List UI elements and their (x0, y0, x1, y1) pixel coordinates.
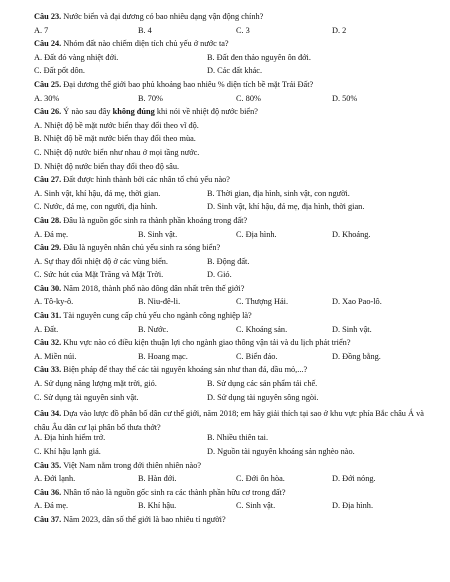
answer-option[interactable]: C. Sinh vật. (236, 501, 276, 511)
answer-row (34, 502, 430, 516)
question-number: Câu 34. (34, 409, 64, 419)
question-text (63, 107, 258, 116)
answer-option[interactable]: B. Nhiệt độ bề mặt nước biển thay đổi theo mùa. (34, 134, 196, 144)
question-text: Năm 2023, dân số thế giới là bao nhiêu tỉ người? (63, 514, 226, 524)
question-stem (34, 40, 430, 54)
answer-row (34, 271, 430, 285)
answer-option[interactable]: D. Xao Pao-lô. (332, 297, 382, 307)
answer-option[interactable]: B. Sinh vật. (138, 229, 178, 239)
question-text: Đâu là nguyên nhân chủ yếu sinh ra sóng biển? (63, 243, 221, 253)
answer-option[interactable]: C. Đới ôn hòa. (236, 474, 285, 484)
question-number: Câu 28. (34, 215, 64, 225)
answer-option[interactable]: A. Đá mẹ. (34, 501, 69, 511)
answer-row (34, 258, 430, 272)
question-stem (34, 13, 430, 27)
answer-option[interactable]: A. Nhiệt độ bề mặt nước biển thay đổi theo vĩ độ. (34, 120, 199, 130)
answer-option[interactable]: C. Sử dụng tài nguyên sinh vật. (34, 392, 139, 402)
answer-option[interactable]: C. Biển đảo. (236, 351, 278, 361)
question-number: Câu 29. (34, 243, 64, 253)
question-text: Dựa vào lược đồ phân bố dân cư thế giới, năm 2018; em hãy giải thích tại sao ở khu vực phía Bắc châu Á và châu Âu dân cư lại phân bố thưa thớt? (34, 409, 424, 432)
answer-row (34, 434, 430, 448)
answer-row (34, 394, 430, 408)
answer-option[interactable]: A. Đới lạnh. (34, 474, 76, 484)
question-number: Câu 32. (34, 338, 64, 348)
answer-row (34, 298, 430, 312)
answer-option[interactable]: B. Động đất. (207, 256, 250, 266)
answer-option[interactable]: B. Niu-đê-li. (138, 297, 181, 307)
answer-option[interactable]: D. Đới nóng. (332, 474, 376, 484)
question-stem (34, 244, 430, 258)
answer-option[interactable]: D. 50% (332, 93, 358, 103)
answer-option[interactable]: B. Nước. (138, 324, 169, 334)
question-text: Tài nguyên cung cấp chủ yếu cho ngành công nghiệp là? (63, 311, 252, 321)
answer-option[interactable]: A. 7 (34, 25, 49, 35)
answer-row (34, 67, 430, 81)
answer-option[interactable]: A. Đất. (34, 324, 59, 334)
answer-row (34, 231, 430, 245)
question-stem (34, 516, 430, 530)
answer-option[interactable]: C. Nhiệt độ nước biển như nhau ở mọi tầng nước. (34, 147, 200, 157)
answer-option[interactable]: A. Sự thay đổi nhiệt độ ở các vùng biển. (34, 256, 169, 266)
question-number: Câu 37. (34, 514, 64, 524)
question-number: Câu 25. (34, 79, 64, 89)
answer-option[interactable]: B. Sử dụng các sản phẩm tái chế. (207, 379, 318, 389)
question-text-part: khi nói về nhiệt độ nước biển? (154, 107, 258, 117)
answer-row (34, 27, 430, 41)
answer-option[interactable]: B. Hoang mạc. (138, 351, 188, 361)
question-text: Đất được hình thành bởi các nhân tố chủ yếu nào? (63, 175, 230, 185)
answer-option[interactable]: D. Nhiệt độ nước biển thay đổi theo độ sâu. (34, 161, 180, 171)
question-number: Câu 33. (34, 365, 64, 375)
question-stem (34, 108, 430, 122)
answer-option[interactable]: A. Tô-ky-ô. (34, 297, 74, 307)
answer-option[interactable]: D. Đồng bằng. (332, 351, 381, 361)
answer-option[interactable]: B. Hàn đới. (138, 474, 177, 484)
question-stem (34, 366, 430, 380)
question-text: Biện pháp để thay thế các tài nguyên khoáng sản như than đá, dầu mỏ,...? (63, 365, 308, 375)
answer-option[interactable]: C. Địa hình. (236, 229, 277, 239)
answer-option[interactable]: A. Sinh vật, khí hậu, đá mẹ, thời gian. (34, 188, 161, 198)
answer-option[interactable]: C. Thượng Hải. (236, 297, 289, 307)
question-text: Nước biển và đại dương có bao nhiêu dạng vận động chính? (63, 12, 264, 21)
answer-option[interactable]: A. 30% (34, 93, 60, 103)
question-number: Câu 31. (34, 311, 64, 321)
answer-option[interactable]: C. 80% (236, 93, 261, 103)
question-number: Câu 36. (34, 487, 64, 497)
question-stem (34, 407, 430, 434)
answer-option[interactable]: B. Đất đen thảo nguyên ôn đới. (207, 52, 311, 62)
answer-option[interactable]: D. Các đất khác. (207, 66, 263, 76)
answer-option[interactable]: B. 4 (138, 25, 152, 35)
question-number: Câu 30. (34, 283, 64, 293)
question-number: Câu 27. (34, 175, 64, 185)
answer-option[interactable]: C. 3 (236, 25, 250, 35)
question-number: Câu 26. (34, 107, 64, 117)
answer-row (34, 54, 430, 68)
answer-option[interactable]: D. Địa hình. (332, 501, 374, 511)
answer-option[interactable]: A. Đá mẹ. (34, 229, 69, 239)
answer-option[interactable]: A. Đất đỏ vàng nhiệt đới. (34, 52, 119, 62)
answer-option[interactable]: B. Nhiều thiên tai. (207, 433, 269, 443)
answer-option[interactable]: C. Sức hút của Mặt Trăng và Mặt Trời. (34, 270, 164, 280)
question-stem (34, 285, 430, 299)
question-stem (34, 176, 430, 190)
question-text: Khu vực nào có điều kiện thuận lợi cho ngành giao thông vận tải và du lịch phát triển? (63, 338, 351, 348)
question-text: Nhóm đất nào chiếm diện tích chủ yếu ở nước ta? (63, 39, 229, 49)
question-stem (34, 462, 430, 476)
answer-row (34, 475, 430, 489)
answer-option[interactable]: D. Sinh vật, khí hậu, đá mẹ, địa hình, thời gian. (207, 202, 365, 212)
question-number: Câu 23. (34, 12, 64, 21)
answer-option[interactable]: A. Sử dụng năng lượng mặt trời, gió. (34, 379, 157, 389)
answer-option[interactable]: C. Khoáng sản. (236, 324, 288, 334)
answer-option[interactable]: D. Nguồn tài nguyên khoáng sản nghèo nào. (207, 447, 355, 456)
answer-option[interactable]: C. Nước, đá mẹ, con người, địa hình. (34, 202, 158, 212)
question-text-emphasis: không đúng (112, 107, 155, 117)
question-text: Đại dương thế giới bao phủ khoảng bao nhiêu % diện tích bề mặt Trái Đất? (63, 79, 314, 89)
question-stem (34, 217, 430, 231)
answer-option[interactable]: B. Khí hậu. (138, 501, 177, 511)
question-text: Nhân tố nào là nguồn gốc sinh ra các thành phần hữu cơ trong đất? (63, 487, 286, 497)
question-text: Việt Nam nằm trong đới thiên nhiên nào? (63, 460, 202, 470)
question-text: Đâu là nguồn gốc sinh ra thành phần khoáng trong đất? (63, 215, 248, 225)
answer-row (34, 353, 430, 367)
answer-option[interactable]: D. Gió. (207, 270, 232, 280)
question-stem (34, 339, 430, 353)
answer-row (34, 203, 430, 217)
question-stem (34, 489, 430, 503)
answer-option[interactable]: A. Miền núi. (34, 351, 77, 361)
answer-option[interactable]: D. Khoáng. (332, 229, 371, 239)
question-number: Câu 24. (34, 39, 64, 49)
answer-row (34, 448, 430, 462)
answer-row (34, 190, 430, 204)
question-stem (34, 312, 430, 326)
question-number: Câu 35. (34, 460, 64, 470)
question-text: Năm 2018, thành phố nào đông dân nhất trên thế giới? (63, 283, 245, 293)
question-list (34, 13, 430, 530)
answer-option[interactable]: B. 70% (138, 93, 163, 103)
answer-option[interactable]: D. Sinh vật. (332, 324, 372, 334)
question-stem (34, 81, 430, 95)
answer-option[interactable]: A. Địa hình hiểm trở. (34, 433, 106, 443)
answer-option[interactable]: B. Thời gian, địa hình, sinh vật, con người. (207, 188, 350, 198)
answer-row (34, 326, 430, 340)
answer-option[interactable]: C. Khí hậu lạnh giá. (34, 447, 101, 456)
answer-option[interactable]: D. 2 (332, 25, 347, 35)
question-text-part: Ý nào sau đây (63, 107, 113, 117)
answer-option[interactable]: D. Sử dụng tài nguyên sông ngòi. (207, 392, 319, 402)
answer-option[interactable]: C. Đất pốt dôn. (34, 66, 85, 76)
answer-row (34, 380, 430, 394)
